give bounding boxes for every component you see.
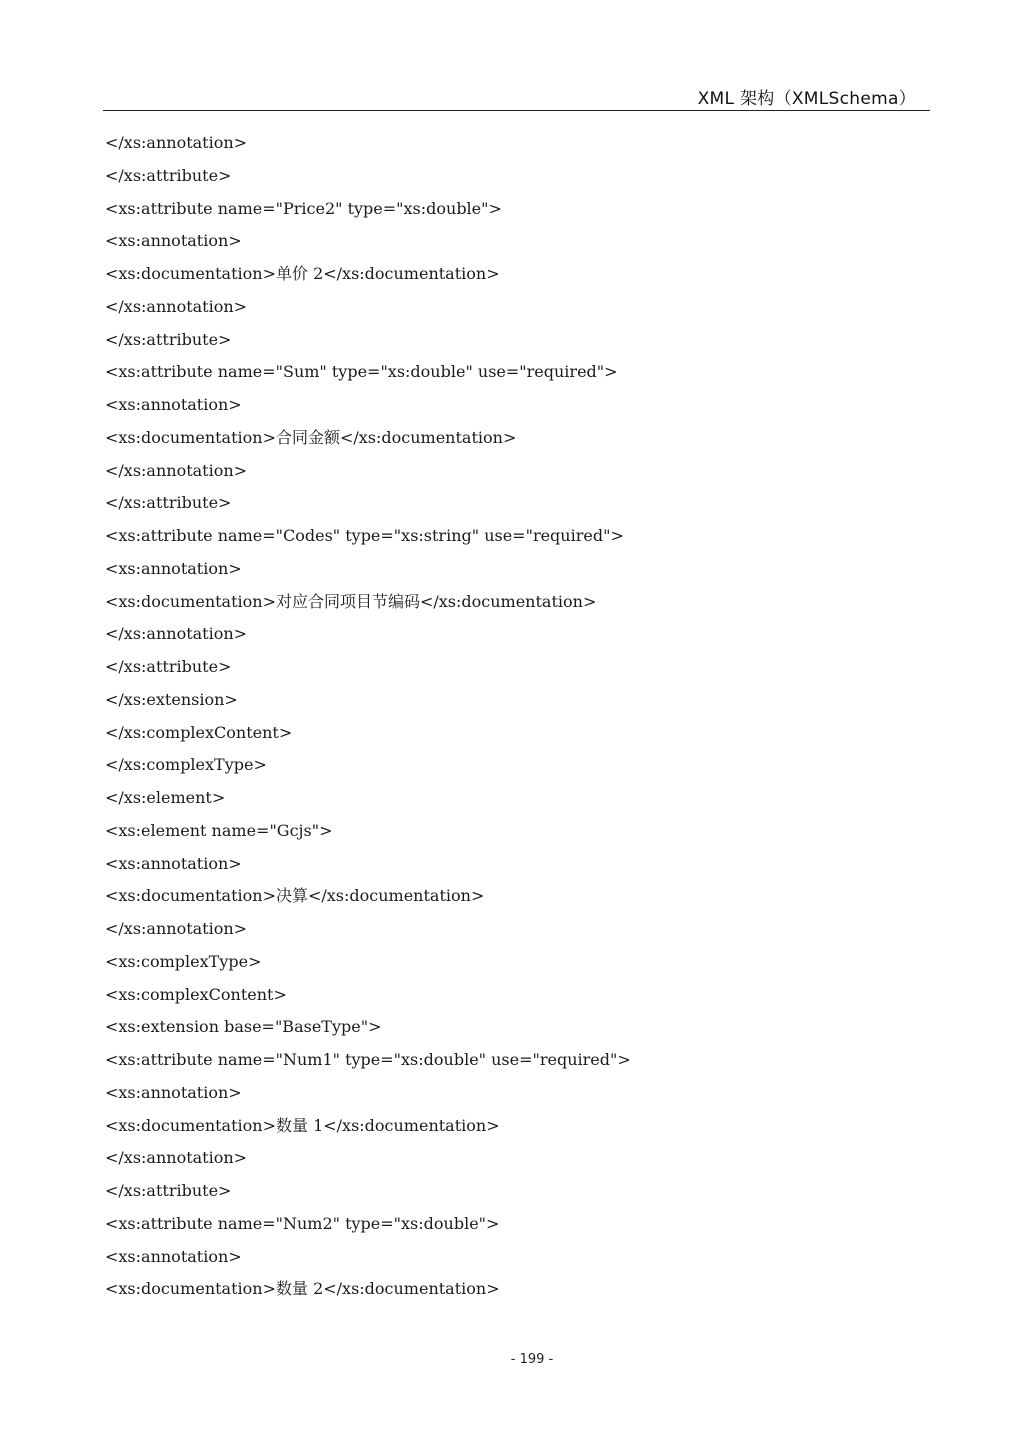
code-line: <xs:annotation>: [105, 1246, 242, 1266]
code-line: <xs:attribute name="Num2" type="xs:double">: [105, 1213, 500, 1233]
code-line: <xs:complexType>: [105, 951, 262, 971]
code-line: <xs:annotation>: [105, 395, 242, 414]
code-line: <xs:attribute name="Price2" type="xs:double">: [105, 198, 502, 218]
code-line: </xs:annotation>: [105, 460, 248, 480]
header-title: XML 架构（XMLSchema）: [697, 89, 916, 109]
code-line: <xs:extension base="BaseType">: [105, 1017, 382, 1037]
code-line: <xs:annotation>: [105, 1082, 242, 1102]
code-line: <xs:annotation>: [105, 853, 242, 873]
code-line: </xs:attribute>: [105, 493, 232, 513]
code-line: <xs:documentation>数量 2</xs:documentation>: [105, 1279, 500, 1299]
code-line: </xs:complexContent>: [105, 722, 293, 742]
code-line: <xs:annotation>: [105, 231, 242, 251]
code-line: <xs:element name="Gcjs">: [105, 820, 333, 840]
code-line: </xs:annotation>: [105, 919, 248, 938]
code-line: </xs:attribute>: [105, 329, 232, 349]
code-line: </xs:complexType>: [105, 755, 267, 775]
code-line: <xs:documentation>合同金额</xs:documentation>: [105, 427, 517, 447]
page-number: - 199 -: [510, 1352, 554, 1367]
code-line: <xs:annotation>: [105, 558, 242, 578]
code-line: </xs:attribute>: [105, 165, 232, 185]
code-line: </xs:extension>: [105, 689, 238, 709]
code-line: <xs:documentation>数量 1</xs:documentation>: [105, 1115, 500, 1135]
code-line: </xs:annotation>: [105, 624, 248, 644]
code-line: </xs:annotation>: [105, 1148, 248, 1168]
code-listing: [105, 127, 631, 1306]
page-header: [103, 84, 930, 111]
code-line: <xs:attribute name="Sum" type="xs:double" use="required">: [105, 362, 618, 382]
code-line: <xs:attribute name="Num1" type="xs:double" use="required">: [105, 1050, 631, 1069]
code-line: </xs:annotation>: [105, 296, 248, 316]
code-line: <xs:documentation>对应合同项目节编码</xs:documentation>: [105, 591, 597, 611]
code-line: </xs:attribute>: [105, 1181, 232, 1200]
code-line: </xs:element>: [105, 788, 226, 807]
code-line: </xs:attribute>: [105, 657, 232, 676]
code-line: <xs:complexContent>: [105, 984, 287, 1004]
code-line: <xs:documentation>决算</xs:documentation>: [105, 886, 485, 906]
code-line: <xs:documentation>单价 2</xs:documentation>: [105, 264, 500, 283]
code-line: <xs:attribute name="Codes" type="xs:string" use="required">: [105, 526, 624, 545]
code-line: </xs:annotation>: [105, 133, 248, 152]
